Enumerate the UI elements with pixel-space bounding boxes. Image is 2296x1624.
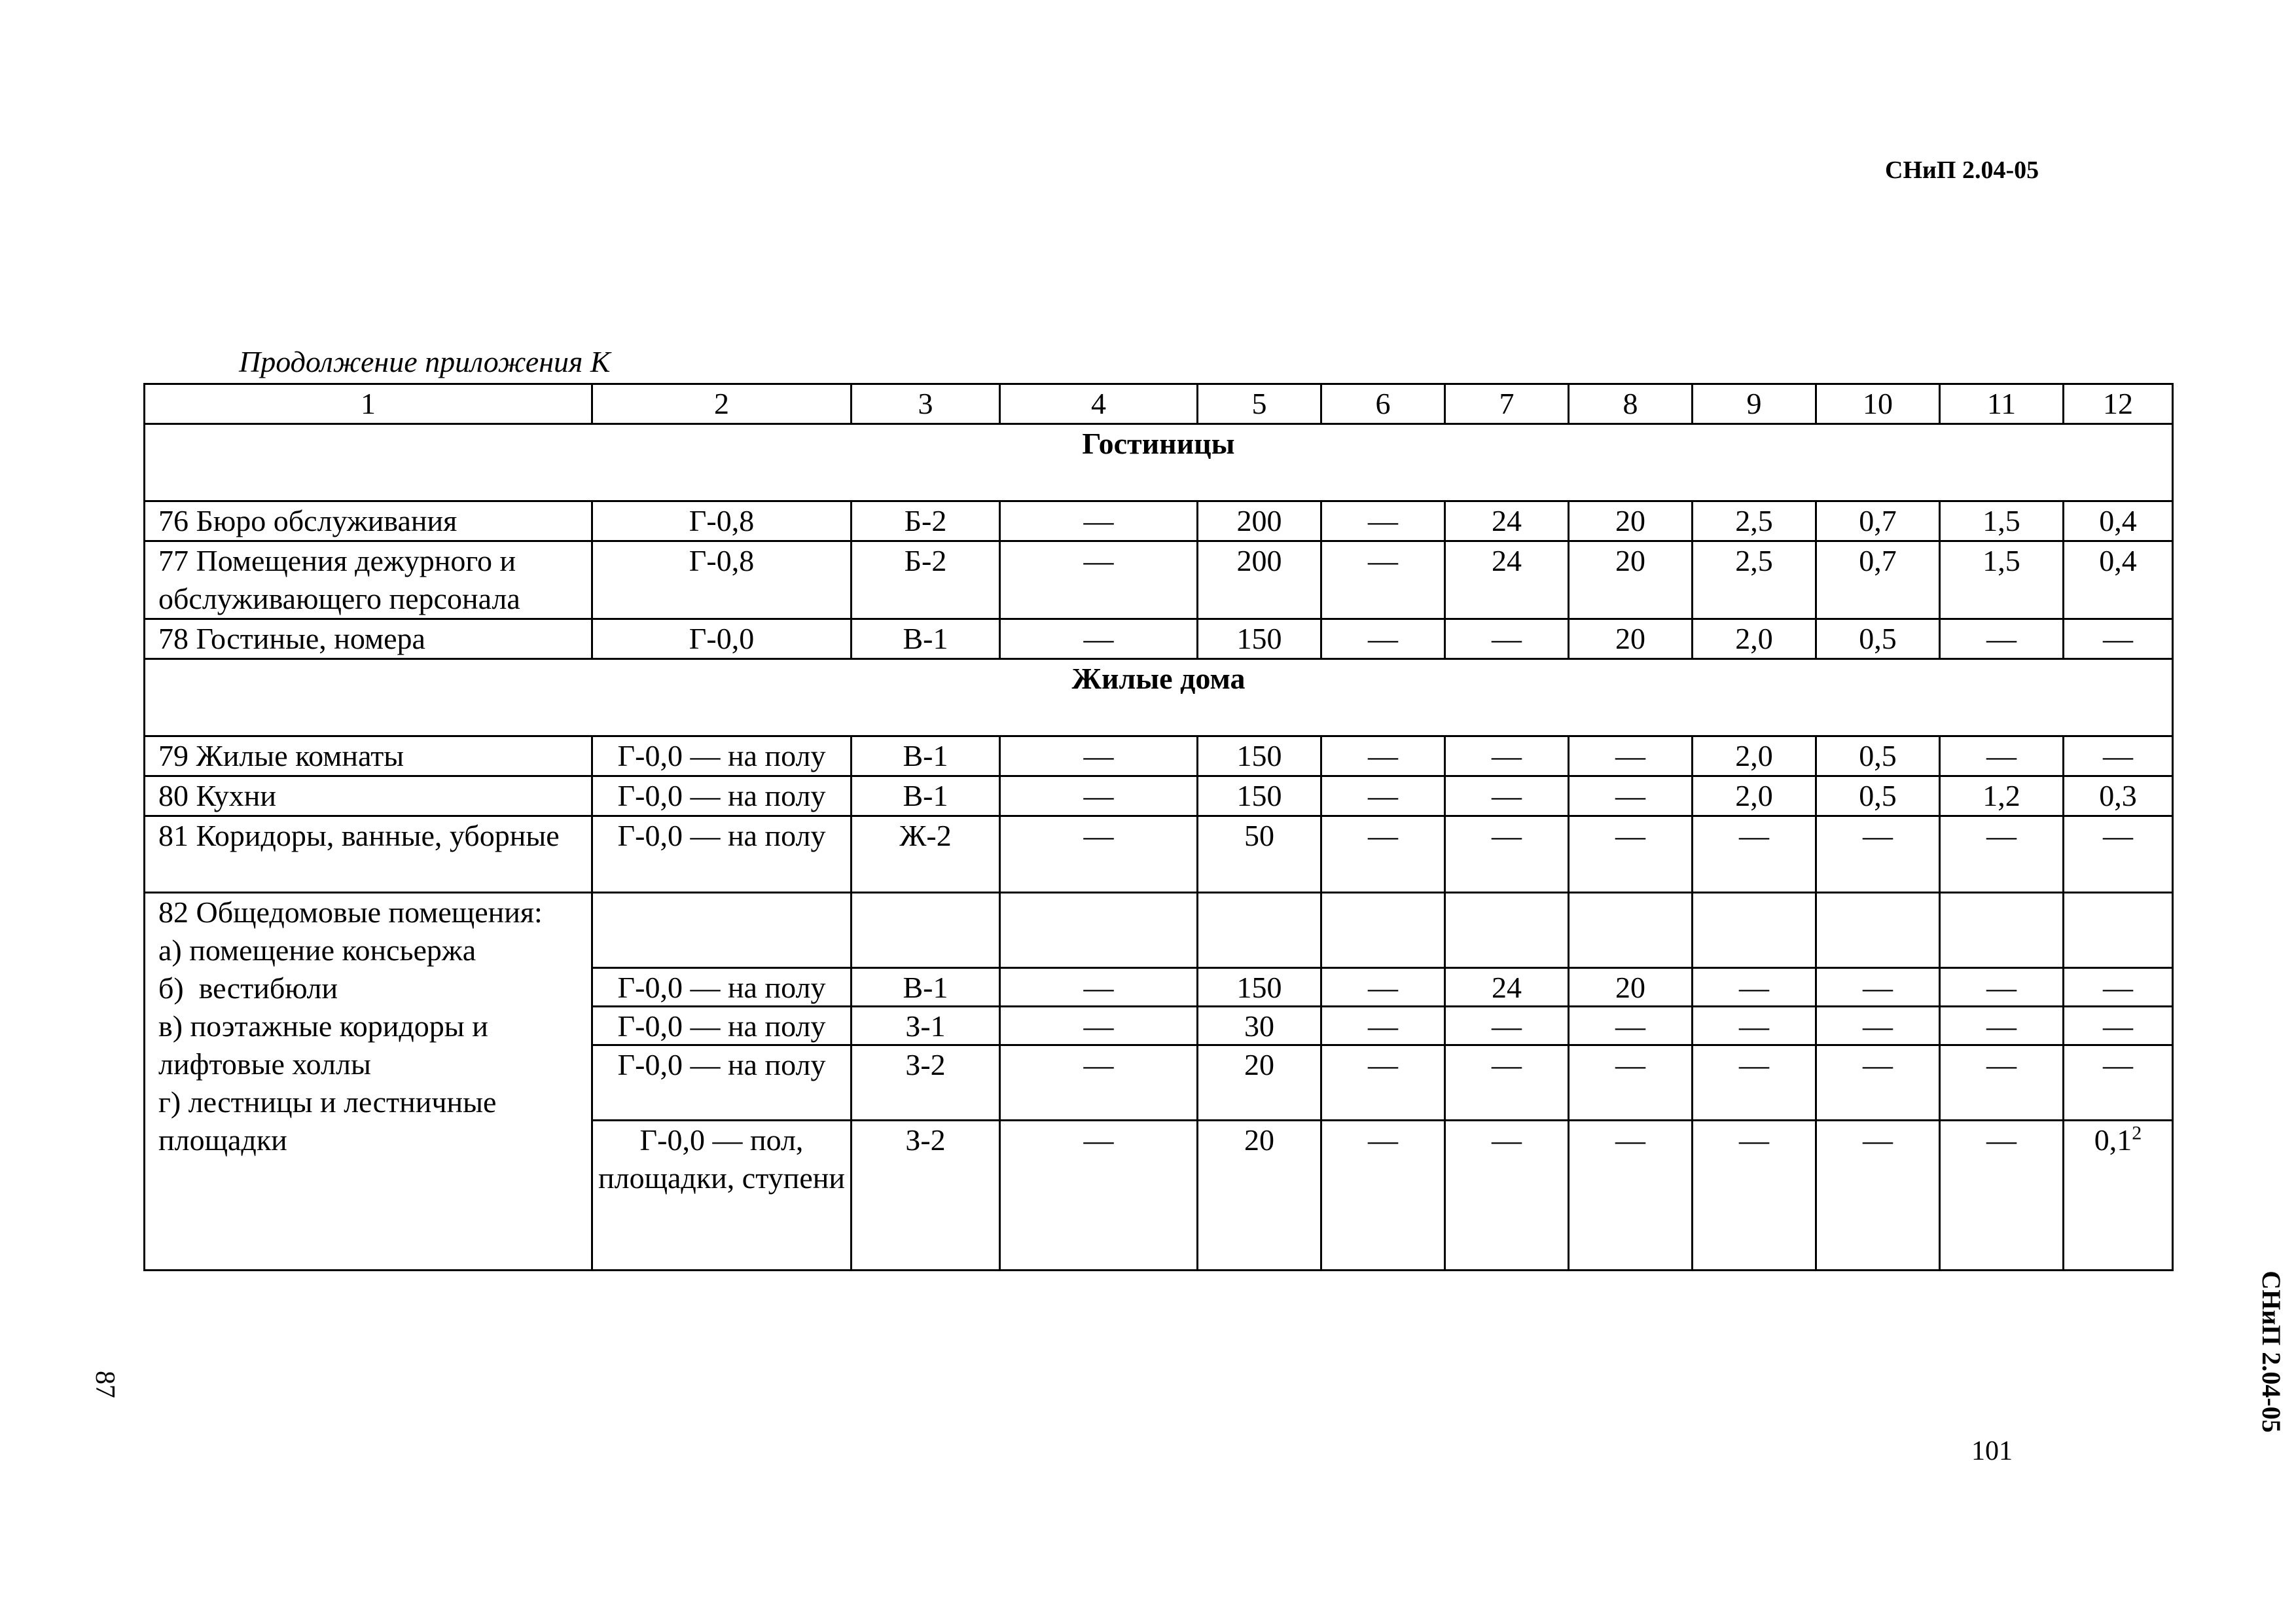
table-cell: 20 [1570, 969, 1691, 1007]
table-caption: Продолжение приложения К [239, 345, 611, 378]
appendix-table [143, 383, 2174, 1271]
column-number: 10 [1816, 384, 1940, 424]
column-number: 2 [592, 384, 852, 424]
table-cell: — [1739, 1123, 1769, 1157]
table-cell: — [1569, 816, 1693, 893]
table-cell: 150 [1198, 776, 1321, 816]
table-cell: — [1445, 619, 1569, 659]
blank-cell [852, 893, 999, 969]
blank-cell [1570, 893, 1691, 969]
table-cell: — [1321, 816, 1445, 893]
table-cell: В-1 [852, 736, 1000, 776]
column-number-row [145, 384, 2173, 424]
blank-cell [1941, 893, 2062, 969]
table-cell: — [1321, 501, 1445, 541]
table-cell: — [1000, 541, 1198, 619]
name-82-c: в) поэтажные коридоры и лифтовые холлы [158, 1009, 488, 1081]
table-cell: — [1941, 969, 2062, 1007]
table-cell: 50 [1198, 816, 1321, 893]
cell-value: 0,1 [2094, 1123, 2132, 1157]
table-cell: — [2064, 1046, 2172, 1121]
table-cell: — [1615, 1123, 1645, 1157]
table-cell: Г-0,0 — на полу [592, 776, 852, 816]
col4-stack [1000, 893, 1198, 1271]
table-row [145, 619, 2173, 659]
column-number: 9 [1693, 384, 1816, 424]
table-cell: — [2064, 736, 2173, 776]
table-cell: Г-0,0 — на полу [593, 969, 850, 1007]
table-cell: 1,5 [1940, 501, 2064, 541]
blank-cell [2064, 893, 2172, 969]
table-cell: В-1 [852, 776, 1000, 816]
table-cell: 2,0 [1693, 736, 1816, 776]
column-number: 12 [2064, 384, 2173, 424]
table-cell: В-1 [852, 619, 1000, 659]
table-cell: — [1445, 816, 1569, 893]
table-row [145, 541, 2173, 619]
table-cell: — [1001, 1046, 1196, 1121]
room-name-cell [145, 893, 592, 1271]
table-cell-with-footnote [2064, 1121, 2172, 1269]
table-cell: — [1693, 816, 1816, 893]
table-cell: 150 [1198, 969, 1320, 1007]
table-cell: 0,7 [1816, 541, 1940, 619]
table-cell: Г-0,8 [592, 541, 852, 619]
table-cell: З-1 [852, 1007, 999, 1046]
room-name-cell: 76 Бюро обслуживания [145, 501, 592, 541]
name-82-b: б) вестибюли [158, 971, 338, 1005]
table-cell: — [1817, 1007, 1939, 1046]
table-cell: 24 [1445, 541, 1569, 619]
table-row-82 [145, 893, 2173, 1271]
table-cell: Б-2 [852, 501, 1000, 541]
table-cell: — [1321, 776, 1445, 816]
table-cell: 2,5 [1693, 501, 1816, 541]
table-cell: — [1001, 1007, 1196, 1046]
room-name-cell: 80 Кухни [145, 776, 592, 816]
table-cell: 1,5 [1940, 541, 2064, 619]
table-cell: 30 [1198, 1007, 1320, 1046]
table-cell: Б-2 [852, 541, 1000, 619]
table-cell: — [1322, 1007, 1444, 1046]
col5-stack [1198, 893, 1321, 1271]
column-number: 4 [1000, 384, 1198, 424]
table-cell: — [1321, 541, 1445, 619]
column-number: 3 [852, 384, 1000, 424]
col7-stack [1445, 893, 1569, 1271]
table-cell: Г-0,0 — на полу [593, 1007, 850, 1046]
table-cell: — [1693, 1007, 1815, 1046]
table-cell: 0,5 [1816, 776, 1940, 816]
col11-stack [1940, 893, 2064, 1271]
blank-cell [1001, 893, 1196, 969]
table-cell: — [1368, 1123, 1398, 1157]
table-cell: — [1817, 969, 1939, 1007]
table-cell: 0,4 [2064, 541, 2173, 619]
table-cell: — [1940, 736, 2064, 776]
table-cell: — [1000, 776, 1198, 816]
table-cell: — [1941, 1046, 2062, 1121]
old-page-number: 87 [90, 1371, 120, 1398]
table-cell: — [1000, 816, 1198, 893]
column-number: 7 [1445, 384, 1569, 424]
col3-stack [852, 893, 1000, 1271]
table-cell: 2,0 [1693, 619, 1816, 659]
column-number: 1 [145, 384, 592, 424]
table-cell: — [1000, 501, 1198, 541]
column-number: 8 [1569, 384, 1693, 424]
table-cell: — [1321, 736, 1445, 776]
table-cell: — [1569, 776, 1693, 816]
col10-stack [1816, 893, 1940, 1271]
table-cell: — [2064, 1007, 2172, 1046]
table-cell: 150 [1198, 736, 1321, 776]
table-cell: — [2064, 619, 2173, 659]
table-cell: — [1446, 1007, 1568, 1046]
table-cell: 200 [1198, 501, 1321, 541]
table-cell: 24 [1445, 501, 1569, 541]
table-cell: — [1940, 816, 2064, 893]
table-cell: — [1570, 1046, 1691, 1121]
table-cell: — [1321, 619, 1445, 659]
table-cell: Г-0,8 [592, 501, 852, 541]
footnote-mark: 2 [2132, 1122, 2142, 1144]
table-cell: Г-0,0 — пол, площадки, ступени [598, 1123, 845, 1195]
table-cell: 150 [1198, 619, 1321, 659]
room-name-cell: 79 Жилые комнаты [145, 736, 592, 776]
name-82-d: г) лестницы и лестничные площадки [158, 1085, 497, 1157]
table-cell: 20 [1569, 541, 1693, 619]
column-number: 6 [1321, 384, 1445, 424]
section-title: Жилые дома [145, 659, 2173, 736]
name-82-a: а) помещение консьержа [158, 933, 476, 967]
table-cell: 24 [1446, 969, 1568, 1007]
table-cell: Г-0,0 [592, 619, 852, 659]
room-name-cell: 78 Гостиные, номера [145, 619, 592, 659]
table-cell: 20 [1569, 501, 1693, 541]
table-cell: — [1817, 1046, 1939, 1121]
table-cell: — [1693, 969, 1815, 1007]
table-cell: З-2 [852, 1046, 999, 1121]
table-cell: — [1863, 1123, 1893, 1157]
room-name-cell: 77 Помещения дежурного и обслуживающего персонала [145, 541, 592, 619]
table-cell: — [2064, 816, 2173, 893]
col6-stack [1321, 893, 1445, 1271]
table-cell: — [1001, 969, 1196, 1007]
table-cell: В-1 [852, 969, 999, 1007]
table-cell: 2,0 [1693, 776, 1816, 816]
table-cell: — [1570, 1007, 1691, 1046]
table-cell: 0,3 [2064, 776, 2173, 816]
table-cell: — [1940, 619, 2064, 659]
table-cell: — [1322, 1046, 1444, 1121]
table-row [145, 816, 2173, 893]
blank-cell [1817, 893, 1939, 969]
table-cell: Ж-2 [852, 816, 1000, 893]
table-cell: 20 [1569, 619, 1693, 659]
col12-stack [2064, 893, 2173, 1271]
section-title: Гостиницы [145, 424, 2173, 501]
table-cell: 20 [1198, 1046, 1320, 1121]
table-cell: Г-0,0 — на полу [592, 736, 852, 776]
table-row [145, 736, 2173, 776]
table-cell: 20 [1244, 1123, 1274, 1157]
table-row [145, 501, 2173, 541]
table-cell: 2,5 [1693, 541, 1816, 619]
room-name-cell: 81 Коридоры, ванные, уборные [145, 816, 592, 893]
table-cell: — [1941, 1007, 2062, 1046]
table-cell: — [1083, 1123, 1114, 1157]
name-82-title: 82 Общедомовые помещения: [158, 895, 543, 929]
table-cell: 0,7 [1816, 501, 1940, 541]
blank-cell [1693, 893, 1815, 969]
col8-stack [1569, 893, 1693, 1271]
section-row-hotels [145, 424, 2173, 501]
blank-cell [1446, 893, 1568, 969]
table-cell: — [1816, 816, 1940, 893]
document-code-side: СНиП 2.04-05 [2257, 1271, 2286, 1433]
table-row [145, 776, 2173, 816]
table-cell: — [1445, 776, 1569, 816]
column-number: 11 [1940, 384, 2064, 424]
table-cell: — [1569, 736, 1693, 776]
table-cell: — [1445, 736, 1569, 776]
table-cell: — [1322, 969, 1444, 1007]
page-number: 101 [1971, 1436, 2013, 1466]
table-cell: 1,2 [1940, 776, 2064, 816]
table-cell: — [1986, 1123, 2017, 1157]
column-number: 5 [1198, 384, 1321, 424]
table-cell: — [1446, 1046, 1568, 1121]
blank-cell [1198, 893, 1320, 969]
table-cell: 200 [1198, 541, 1321, 619]
blank-cell [593, 893, 850, 969]
table-cell: 0,4 [2064, 501, 2173, 541]
table-cell: З-2 [905, 1123, 946, 1157]
table-cell: — [1000, 619, 1198, 659]
blank-cell [1322, 893, 1444, 969]
table-cell: — [1693, 1046, 1815, 1121]
col2-stack [592, 893, 852, 1271]
table-cell: Г-0,0 — на полу [593, 1046, 850, 1121]
table-cell: — [2064, 969, 2172, 1007]
table-cell: Г-0,0 — на полу [592, 816, 852, 893]
table-cell: — [1492, 1123, 1522, 1157]
document-code-header: СНиП 2.04-05 [1885, 156, 2039, 184]
section-row-residential [145, 659, 2173, 736]
table-cell: — [1000, 736, 1198, 776]
table-cell: 0,5 [1816, 619, 1940, 659]
col9-stack [1693, 893, 1816, 1271]
table-cell: 0,5 [1816, 736, 1940, 776]
